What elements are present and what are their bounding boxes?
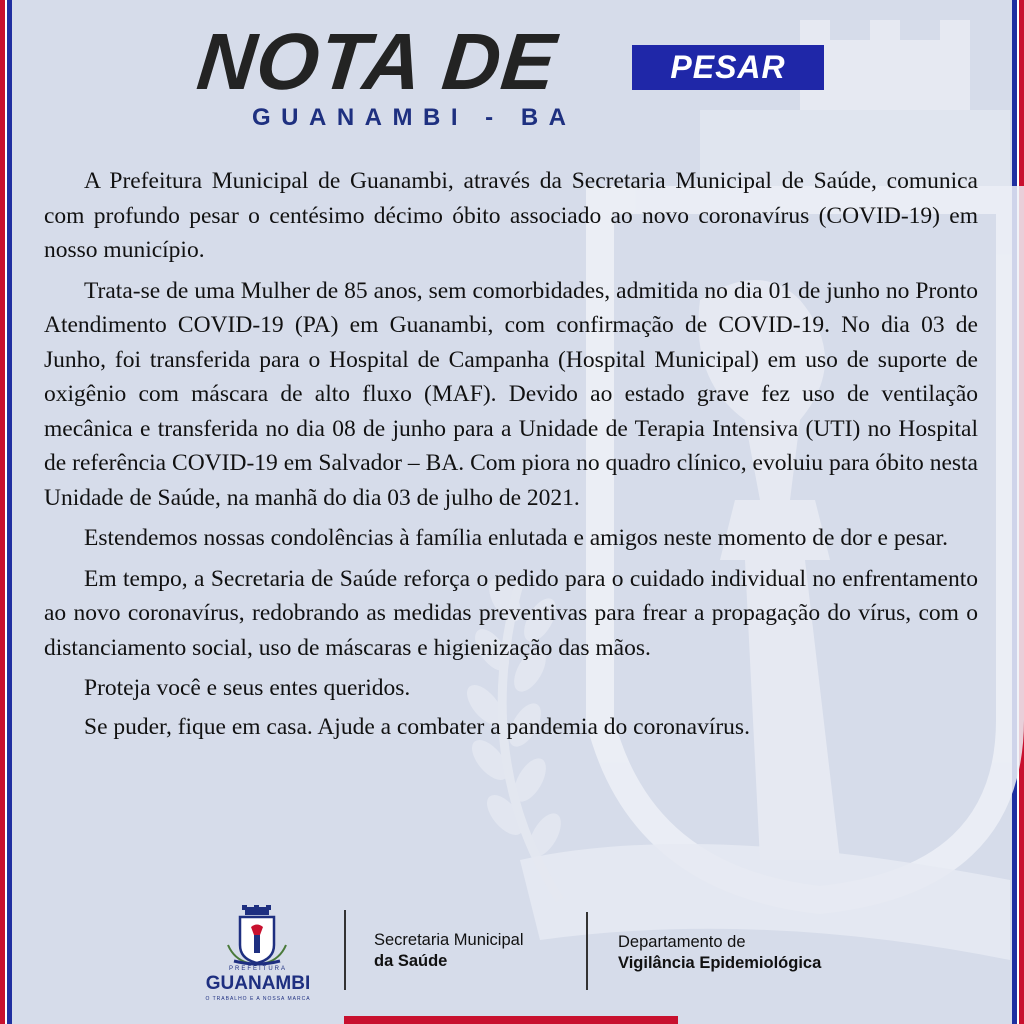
title-badge: PESAR: [632, 45, 824, 90]
bottom-accent-bar: [344, 1016, 678, 1024]
secretaria-block: [374, 930, 523, 972]
notice-body: [44, 164, 978, 748]
footer-divider-1: [344, 910, 346, 990]
logo-motto: O TRABALHO E A NOSSA MARCA: [205, 996, 311, 1002]
city-subtitle: GUANAMBI - BA: [252, 104, 577, 131]
secretaria-line2: da Saúde: [374, 952, 448, 970]
paragraph-protect: Proteja você e seus entes queridos.: [84, 675, 411, 701]
paragraph-stay-home: Se puder, fique em casa. Ajude a combater a pandemia do coronavírus.: [84, 713, 750, 740]
logo-city-name: GUANAMBI: [205, 973, 311, 994]
secretaria-line1: Secretaria Municipal: [374, 931, 524, 949]
footer-divider-2: [586, 912, 588, 990]
departamento-line1: Departamento de: [618, 933, 746, 951]
logo-prefeitura-label: PREFEITURA: [228, 966, 287, 972]
departamento-line2: Vigilância Epidemiológica: [618, 954, 822, 972]
departamento-block: [618, 932, 821, 974]
paragraph-prevention: Em tempo, a Secretaria de Saúde reforça o pedido para o cuidado individual no enfrentamento ao novo coronavírus, redobrando as medidas preventivas para frear a propagação do vírus, com o distanciamento social, uso de máscaras e higienização das mãos.: [44, 565, 978, 661]
page-title: NOTA DE: [193, 17, 561, 106]
paragraph-announcement: A Prefeitura Municipal de Guanambi, através da Secretaria Municipal de Saúde, comunica com profundo pesar o centésimo décimo óbito associado ao novo coronavírus (COVID-19) em nosso município.: [44, 168, 978, 263]
paragraph-condolences: Estendemos nossas condolências à família enlutada e amigos neste momento de dor e pesar.: [84, 525, 949, 551]
paragraph-case-details: Trata-se de uma Mulher de 85 anos, sem comorbidades, admitida no dia 01 de junho no Pronto Atendimento COVID-19 (PA) em Guanambi, com confirmação de COVID-19. No dia 03 de Junho, foi transferida para o Hospital de Campanha (Hospital Municipal) em uso de suporte de oxigênio com máscara de alto fluxo (MAF). Devido ao estado grave fez uso de ventilação mecânica e transferida no dia 08 de junho para a Unidade de Terapia Intensiva (UTI) no Hospital de referência COVID-19 em Salvador – BA. Com piora no quadro clínico, evoluiu para óbito nesta Unidade de Saúde, na manhã do dia 03 de julho de 2021.: [44, 277, 978, 511]
